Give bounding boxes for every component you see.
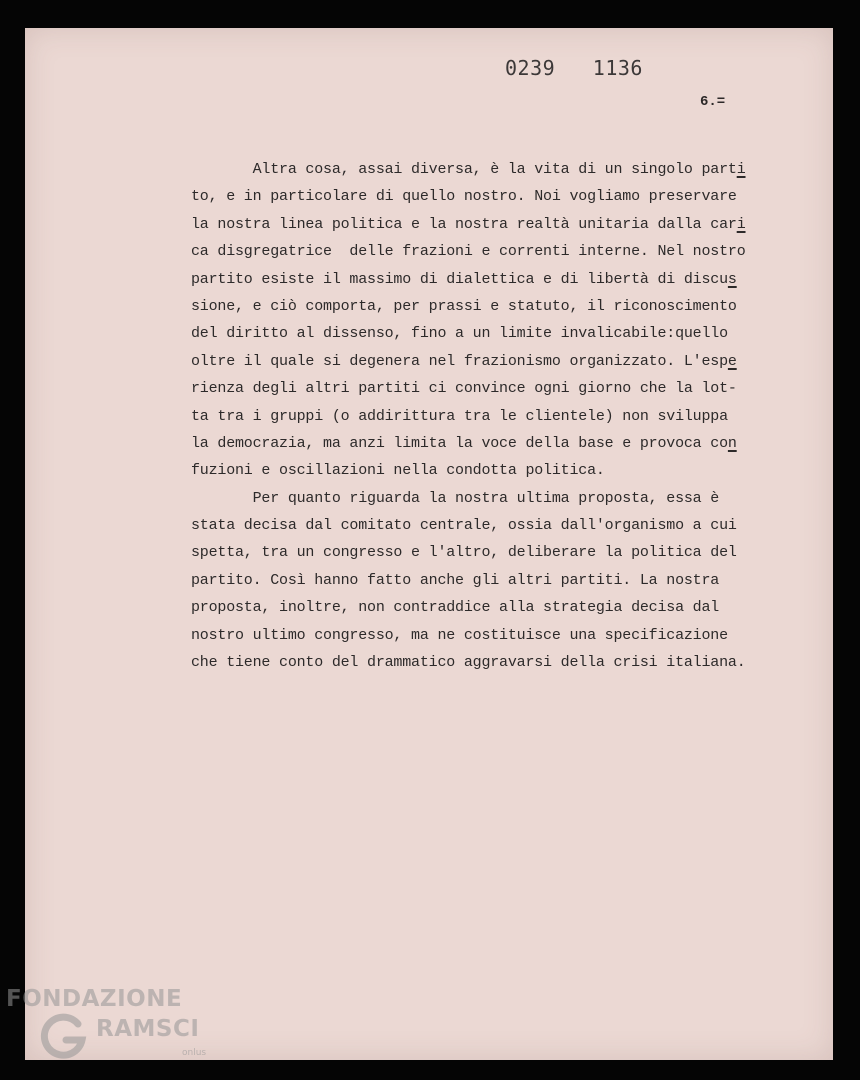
text-segment: la nostra linea politica e la nostra realtà unitaria dalla car: [191, 215, 737, 233]
text-line: [191, 430, 811, 457]
watermark-tag: onlus: [182, 1048, 207, 1058]
text-line: [191, 649, 811, 676]
text-line: [191, 348, 811, 375]
page-number: 6.=: [700, 94, 726, 110]
text-line: [191, 293, 811, 320]
text-line: [191, 539, 811, 566]
text-segment: ca disgregatrice delle frazioni e correnti interne. Nel nostro: [191, 243, 746, 261]
text-segment: rienza degli altri partiti ci convince ogni giorno che la lot-: [191, 380, 737, 398]
underlined-hyphenation-mark: s: [727, 270, 737, 288]
text-segment: fuzioni e oscillazioni nella condotta politica.: [191, 462, 605, 480]
fondazione-gramsci-watermark: [6, 986, 226, 1076]
text-line: [191, 485, 811, 512]
text-segment: partito. Così hanno fatto anche gli altri partiti. La nostra: [191, 571, 720, 589]
text-line: [191, 375, 811, 402]
text-line: [191, 512, 811, 539]
underlined-hyphenation-mark: i: [736, 215, 746, 233]
text-segment: oltre il quale si degenera nel frazionismo organizzato. L'esp: [191, 352, 728, 370]
text-segment: la democrazia, ma anzi limita la voce della base e provoca co: [191, 434, 728, 452]
watermark-line-1: FONDAZIONE: [6, 986, 183, 1012]
text-segment: proposta, inoltre, non contraddice alla strategia decisa dal: [191, 599, 720, 617]
text-segment: nostro ultimo congresso, ma ne costituisce una specificazione: [191, 626, 728, 644]
text-segment: partito esiste il massimo di dialettica e di libertà di discu: [191, 270, 728, 288]
text-segment: Altra cosa, assai diversa, è la vita di un singolo part: [191, 161, 737, 178]
text-segment: del diritto al dissenso, fino a un limite invalicabile:quello: [191, 325, 728, 343]
text-segment: spetta, tra un congresso e l'altro, deliberare la politica del: [191, 544, 737, 562]
text-segment: stata decisa dal comitato centrale, ossia dall'organismo a cui: [191, 517, 737, 535]
text-line: [191, 183, 811, 210]
text-line: [191, 594, 811, 621]
text-segment: Per quanto riguarda la nostra ultima proposta, essa è: [191, 489, 720, 507]
text-line: [191, 211, 811, 238]
text-line: [191, 266, 811, 293]
text-line: [191, 403, 811, 430]
watermark-line-2: RAMSCI: [96, 1016, 200, 1042]
text-line: [191, 622, 811, 649]
text-line: [191, 457, 811, 484]
underlined-hyphenation-mark: i: [736, 161, 746, 178]
text-segment: to, e in particolare di quello nostro. Noi vogliamo preservare: [191, 188, 737, 206]
gramsci-g-logo-icon: [38, 1010, 90, 1062]
text-segment: che tiene conto del drammatico aggravarsi della crisi italiana.: [191, 654, 746, 672]
underlined-hyphenation-mark: e: [727, 352, 737, 370]
archive-number-stamp: 0239 1136: [505, 56, 643, 80]
typewritten-body: [191, 156, 811, 676]
text-segment: sione, e ciò comporta, per prassi e statuto, il riconoscimento: [191, 297, 737, 315]
text-line: [191, 567, 811, 594]
paragraph: [191, 156, 811, 485]
paragraph: [191, 485, 811, 677]
text-line: [191, 156, 811, 183]
underlined-hyphenation-mark: n: [727, 434, 737, 452]
text-line: [191, 238, 811, 265]
text-segment: ta tra i gruppi (o addirittura tra le clientele) non sviluppa: [191, 407, 728, 425]
text-line: [191, 320, 811, 347]
